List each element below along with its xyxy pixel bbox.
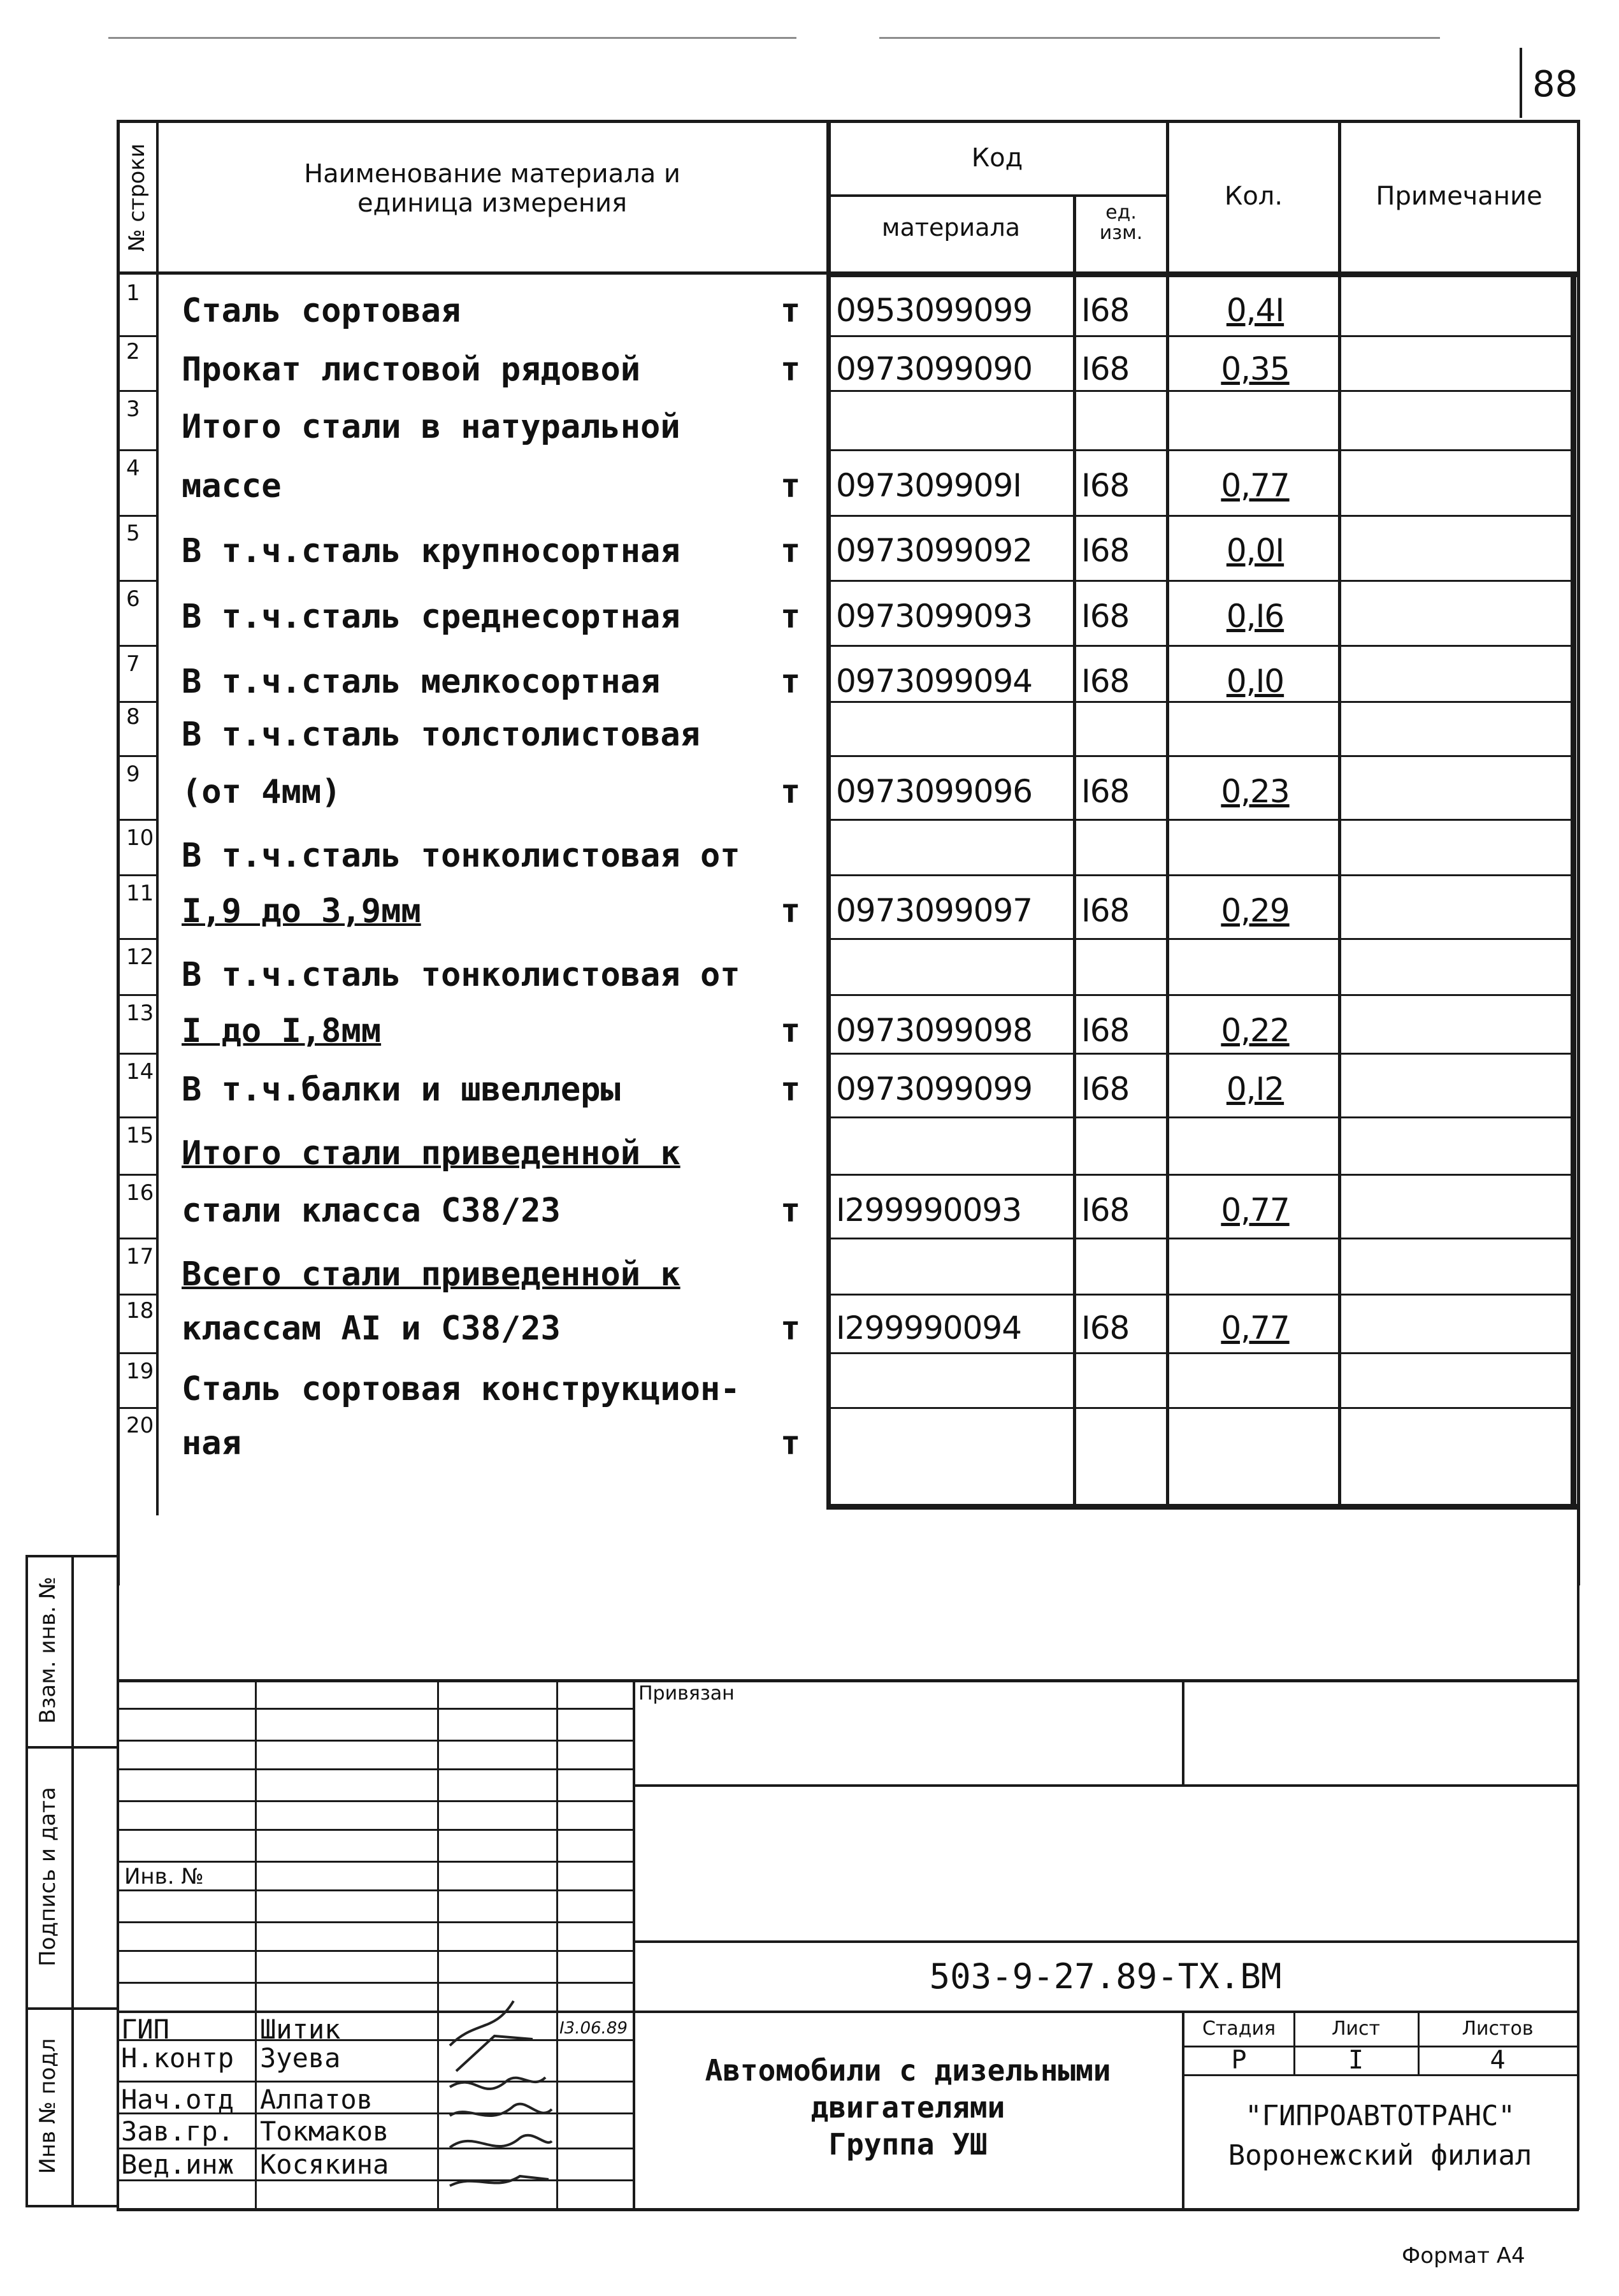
unit-code-header: ед. изм. [1099, 201, 1143, 244]
sheet-value: I [1348, 2046, 1364, 2075]
material-code: 0973099093 [836, 598, 1033, 635]
material-code: 097309909I [836, 467, 1022, 504]
unit: т [781, 350, 801, 389]
material-name: В т.ч.сталь мелкосортная [182, 663, 661, 701]
row-number: 3 [126, 396, 140, 422]
material-name: ная [182, 1424, 241, 1462]
signatory-name: Шитик [260, 2014, 341, 2045]
signatory-name: Алпатов [260, 2084, 373, 2115]
row-number: 7 [126, 651, 140, 677]
row-number: 14 [126, 1059, 154, 1085]
unit: т [781, 1310, 801, 1348]
row-number: 6 [126, 586, 140, 612]
signatory-role: Зав.гр. [121, 2116, 234, 2147]
material-code: 0973099094 [836, 663, 1033, 700]
unit-code: I68 [1081, 292, 1130, 329]
unit: т [781, 292, 801, 330]
row-number: 18 [126, 1298, 154, 1324]
unit: т [781, 892, 801, 930]
row-number: 8 [126, 704, 140, 730]
material-code: 0973099092 [836, 532, 1033, 569]
material-name: Всего стали приведенной к [182, 1255, 680, 1294]
material-name-header: Наименование материала и единица измерения [304, 159, 680, 218]
unit-code: I68 [1081, 1310, 1130, 1347]
inventory-number-label: Инв. № [124, 1864, 204, 1889]
unit-code: I68 [1081, 350, 1130, 387]
signatures-scribble [437, 1975, 558, 2211]
attached-label: Привязан [638, 1682, 735, 1705]
material-code-header: материала [881, 213, 1021, 242]
quantity-header: Кол. [1224, 182, 1283, 211]
unit: т [781, 1012, 801, 1050]
signatory-role: Нач.отд [121, 2084, 234, 2115]
row-number: 1 [126, 280, 140, 306]
unit-code: I68 [1081, 467, 1130, 504]
row-number-header: № строки [124, 143, 150, 252]
quantity: 0,I6 [1226, 598, 1284, 635]
quantity: 0,23 [1221, 773, 1290, 810]
quantity: 0,77 [1221, 1192, 1290, 1229]
row-number: 11 [126, 881, 154, 906]
material-code: 0973099097 [836, 892, 1033, 929]
quantity: 0,22 [1221, 1012, 1290, 1049]
quantity: 0,0I [1226, 532, 1284, 569]
signatory-role: ГИП [121, 2014, 169, 2045]
stage-label: Стадия [1202, 2018, 1276, 2040]
material-name: В т.ч.балки и швеллеры [182, 1071, 621, 1109]
signatory-name: Токмаков [260, 2116, 389, 2147]
material-name: стали класса С38/23 [182, 1192, 561, 1230]
material-name: В т.ч.сталь тонколистовая от [182, 956, 740, 994]
document-designation: 503-9-27.89-ТХ.ВМ [929, 1956, 1282, 1996]
unit: т [781, 1424, 801, 1462]
quantity: 0,77 [1221, 467, 1290, 504]
note-header: Примечание [1376, 182, 1543, 211]
material-code: 0973099098 [836, 1012, 1033, 1049]
row-number: 20 [126, 1413, 154, 1438]
row-number: 15 [126, 1123, 154, 1148]
unit-code: I68 [1081, 1192, 1130, 1229]
material-code: 0973099090 [836, 350, 1033, 387]
sheets-value: 4 [1490, 2046, 1506, 2075]
row-number: 19 [126, 1359, 154, 1384]
material-name: Итого стали в натуральной [182, 408, 680, 446]
unit: т [781, 532, 801, 570]
stage-value: Р [1231, 2046, 1247, 2075]
unit-code: I68 [1081, 1012, 1130, 1049]
unit: т [781, 773, 801, 811]
signatory-role: Вед.инж [121, 2149, 234, 2180]
row-number: 16 [126, 1180, 154, 1206]
material-name: Сталь сортовая конструкцион- [182, 1370, 740, 1408]
unit: т [781, 598, 801, 636]
signatory-name: Косякина [260, 2149, 389, 2180]
quantity: 0,I0 [1226, 663, 1284, 700]
material-code: 0953099099 [836, 292, 1033, 329]
code-header: Код [971, 143, 1023, 173]
unit-code: I68 [1081, 663, 1130, 700]
row-number: 17 [126, 1244, 154, 1269]
unit: т [781, 1192, 801, 1230]
quantity: 0,35 [1221, 350, 1290, 387]
material-code: 0973099096 [836, 773, 1033, 810]
unit-code: I68 [1081, 598, 1130, 635]
quantity: 0,I2 [1226, 1071, 1284, 1108]
material-name: В т.ч.сталь среднесортная [182, 598, 680, 636]
signature-date-label: Подпись и дата [35, 1787, 61, 1967]
unit: т [781, 1071, 801, 1109]
row-number: 5 [126, 521, 140, 546]
signatory-role: Н.контр [121, 2042, 234, 2074]
unit-code: I68 [1081, 892, 1130, 929]
material-name: Сталь сортовая [182, 292, 461, 330]
material-name: В т.ч.сталь крупносортная [182, 532, 680, 570]
row-number: 4 [126, 456, 140, 481]
material-name: (от 4мм) [182, 773, 342, 811]
material-code: I299990094 [836, 1310, 1022, 1347]
document-title: Автомобили с дизельными двигателями Группа УШ [705, 2053, 1111, 2162]
unit: т [781, 663, 801, 701]
sheets-label: Листов [1462, 2018, 1534, 2040]
material-name: Итого стали приведенной к [182, 1134, 680, 1173]
approval-date: I3.06.89 [559, 2019, 628, 2038]
quantity: 0,77 [1221, 1310, 1290, 1347]
page-number: 88 [1532, 64, 1578, 105]
row-number: 12 [126, 944, 154, 970]
signatory-name: Зуева [260, 2042, 341, 2074]
replacement-inventory-label: Взам. инв. № [35, 1577, 61, 1724]
material-name: В т.ч.сталь тонколистовая от [182, 837, 740, 875]
row-number: 10 [126, 825, 154, 851]
material-name: I,9 до 3,9мм [182, 892, 421, 930]
material-code: 0973099099 [836, 1071, 1033, 1108]
row-number: 2 [126, 339, 140, 365]
original-inventory-label: Инв № подл [35, 2038, 61, 2174]
material-name: классам АI и С38/23 [182, 1310, 561, 1348]
quantity: 0,29 [1221, 892, 1290, 929]
row-number: 13 [126, 1000, 154, 1026]
material-name: I до I,8мм [182, 1012, 382, 1050]
unit-code: I68 [1081, 773, 1130, 810]
format-label: Формат А4 [1402, 2243, 1525, 2269]
material-name: Прокат листовой рядовой [182, 350, 641, 389]
sheet-label: Лист [1331, 2018, 1381, 2040]
unit-code: I68 [1081, 1071, 1130, 1108]
row-number: 9 [126, 762, 140, 787]
quantity: 0,4I [1226, 292, 1284, 329]
material-name: массе [182, 467, 282, 505]
organization: "ГИПРОАВТОТРАНС" Воронежский филиал [1228, 2100, 1532, 2172]
material-code: I299990093 [836, 1192, 1022, 1229]
unit: т [781, 467, 801, 505]
material-name: В т.ч.сталь толстолистовая [182, 716, 700, 754]
unit-code: I68 [1081, 532, 1130, 569]
